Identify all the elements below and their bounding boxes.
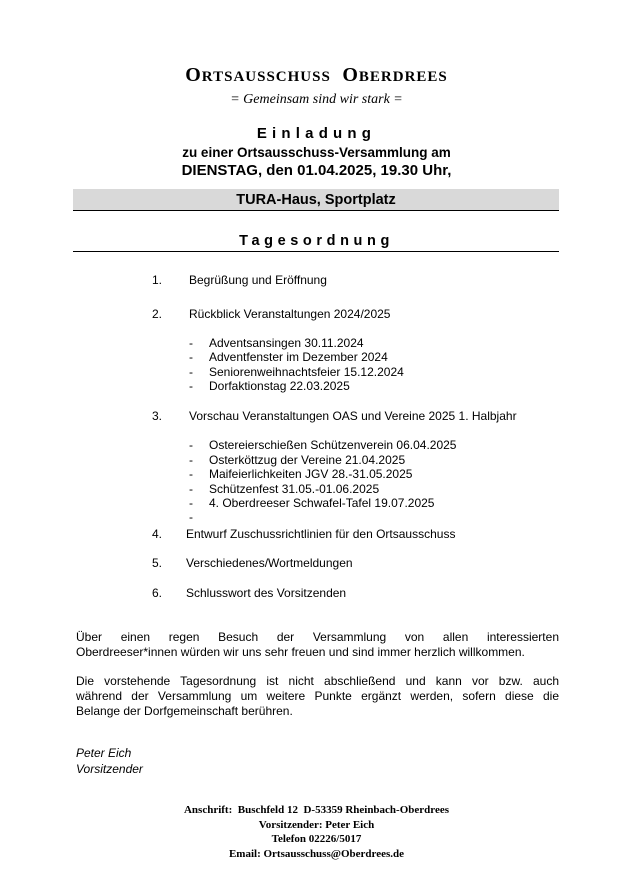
- organization-name: [0, 64, 633, 87]
- paragraph-line: Oberdreeser*innen würden wir uns sehr freuen und sind immer herzlich willkommen.: [76, 645, 525, 659]
- sub-item: Osterköttzug der Vereine 21.04.2025: [209, 453, 406, 467]
- sub-item-dash: -: [189, 379, 193, 393]
- signature-role: Vorsitzender: [76, 762, 143, 776]
- sub-item-dash: -: [189, 496, 193, 510]
- paragraph-attendance: [76, 630, 559, 660]
- footer-phone: Telefon 02226/5017: [271, 833, 362, 846]
- agenda-item-number: 2.: [152, 307, 163, 321]
- sub-item-dash: -: [189, 467, 193, 481]
- org-word2-initial: O: [342, 64, 359, 86]
- org-word1-initial: O: [185, 64, 202, 86]
- agenda-item-number: 4.: [152, 527, 163, 541]
- agenda-item-text: Verschiedenes/Wortmeldungen: [186, 556, 353, 570]
- signature-block: [76, 745, 143, 777]
- footer-block: [0, 803, 633, 861]
- sub-item-dash: -: [189, 482, 193, 496]
- invitation-title: Einladung: [256, 125, 377, 142]
- invitation-subtitle: zu einer Ortsausschuss-Versammlung am: [182, 145, 451, 160]
- org-word2-rest: BERDREES: [358, 69, 448, 85]
- agenda-item-number: 1.: [152, 273, 163, 287]
- agenda-item-number: 5.: [152, 556, 163, 570]
- footer-address: Anschrift: Buschfeld 12 D-53359 Rheinbach-Oberdrees: [183, 804, 449, 816]
- agenda-item-text: Entwurf Zuschussrichtlinien für den Ortsausschuss: [186, 527, 456, 541]
- sub-item: Ostereierschießen Schützenverein 06.04.2025: [209, 438, 457, 452]
- signature-name: Peter Eich: [76, 746, 132, 760]
- agenda-item-text: Rückblick Veranstaltungen 2024/2025: [189, 307, 391, 321]
- sub-item: Seniorenweihnachtsfeier 15.12.2024: [209, 365, 404, 379]
- sub-item-dash: -: [189, 350, 193, 364]
- agenda-item-text: Vorschau Veranstaltungen OAS und Vereine 2025 1. Halbjahr: [189, 409, 517, 423]
- paragraph-line: Belange der Dorfgemeinschaft berühren.: [76, 704, 293, 718]
- paragraph-line: während der Versammlung um weitere Punkte ergänzt werden, sofern diese die: [76, 689, 559, 703]
- sub-item-dash: -: [189, 336, 193, 350]
- sub-item-dash: -: [189, 365, 193, 379]
- paragraph-agenda-note: [76, 674, 559, 719]
- sub-item-dash: -: [189, 453, 193, 467]
- agenda-heading-rule: [73, 251, 559, 252]
- meeting-date: DIENSTAG, den 01.04.2025, 19.30 Uhr,: [181, 162, 452, 179]
- sub-item-dash: -: [189, 438, 193, 452]
- org-word1-rest: RTSAUSSCHUSS: [201, 69, 331, 85]
- agenda-item-number: 3.: [152, 409, 163, 423]
- sub-item-dash: -: [189, 510, 193, 524]
- motto: = Gemeinsam sind wir stark =: [230, 92, 403, 107]
- agenda-item-number: 6.: [152, 586, 163, 600]
- footer-email: Email: Ortsausschuss@Oberdrees.de: [228, 847, 405, 860]
- agenda-heading: Tagesordnung: [239, 233, 394, 249]
- sub-item: Dorfaktionstag 22.03.2025: [209, 379, 350, 393]
- sub-item: Schützenfest 31.05.-01.06.2025: [209, 482, 380, 496]
- agenda-item-text: Begrüßung und Eröffnung: [189, 273, 327, 287]
- paragraph-line: Die vorstehende Tagesordnung ist nicht abschließend und kann vor bzw. auch: [76, 674, 559, 688]
- venue-bar: TURA-Haus, Sportplatz: [73, 189, 559, 211]
- sub-item: Adventsansingen 30.11.2024: [209, 336, 364, 350]
- sub-item: Adventfenster im Dezember 2024: [209, 350, 388, 364]
- paragraph-line: Über einen regen Besuch der Versammlung von allen interessierten: [76, 630, 559, 644]
- sub-item: Maifeierlichkeiten JGV 28.-31.05.2025: [209, 467, 413, 481]
- sub-item: 4. Oberdreeser Schwafel-Tafel 19.07.2025: [209, 496, 435, 510]
- agenda-item-text: Schlusswort des Vorsitzenden: [186, 586, 347, 600]
- footer-chair: Vorsitzender: Peter Eich: [258, 818, 375, 831]
